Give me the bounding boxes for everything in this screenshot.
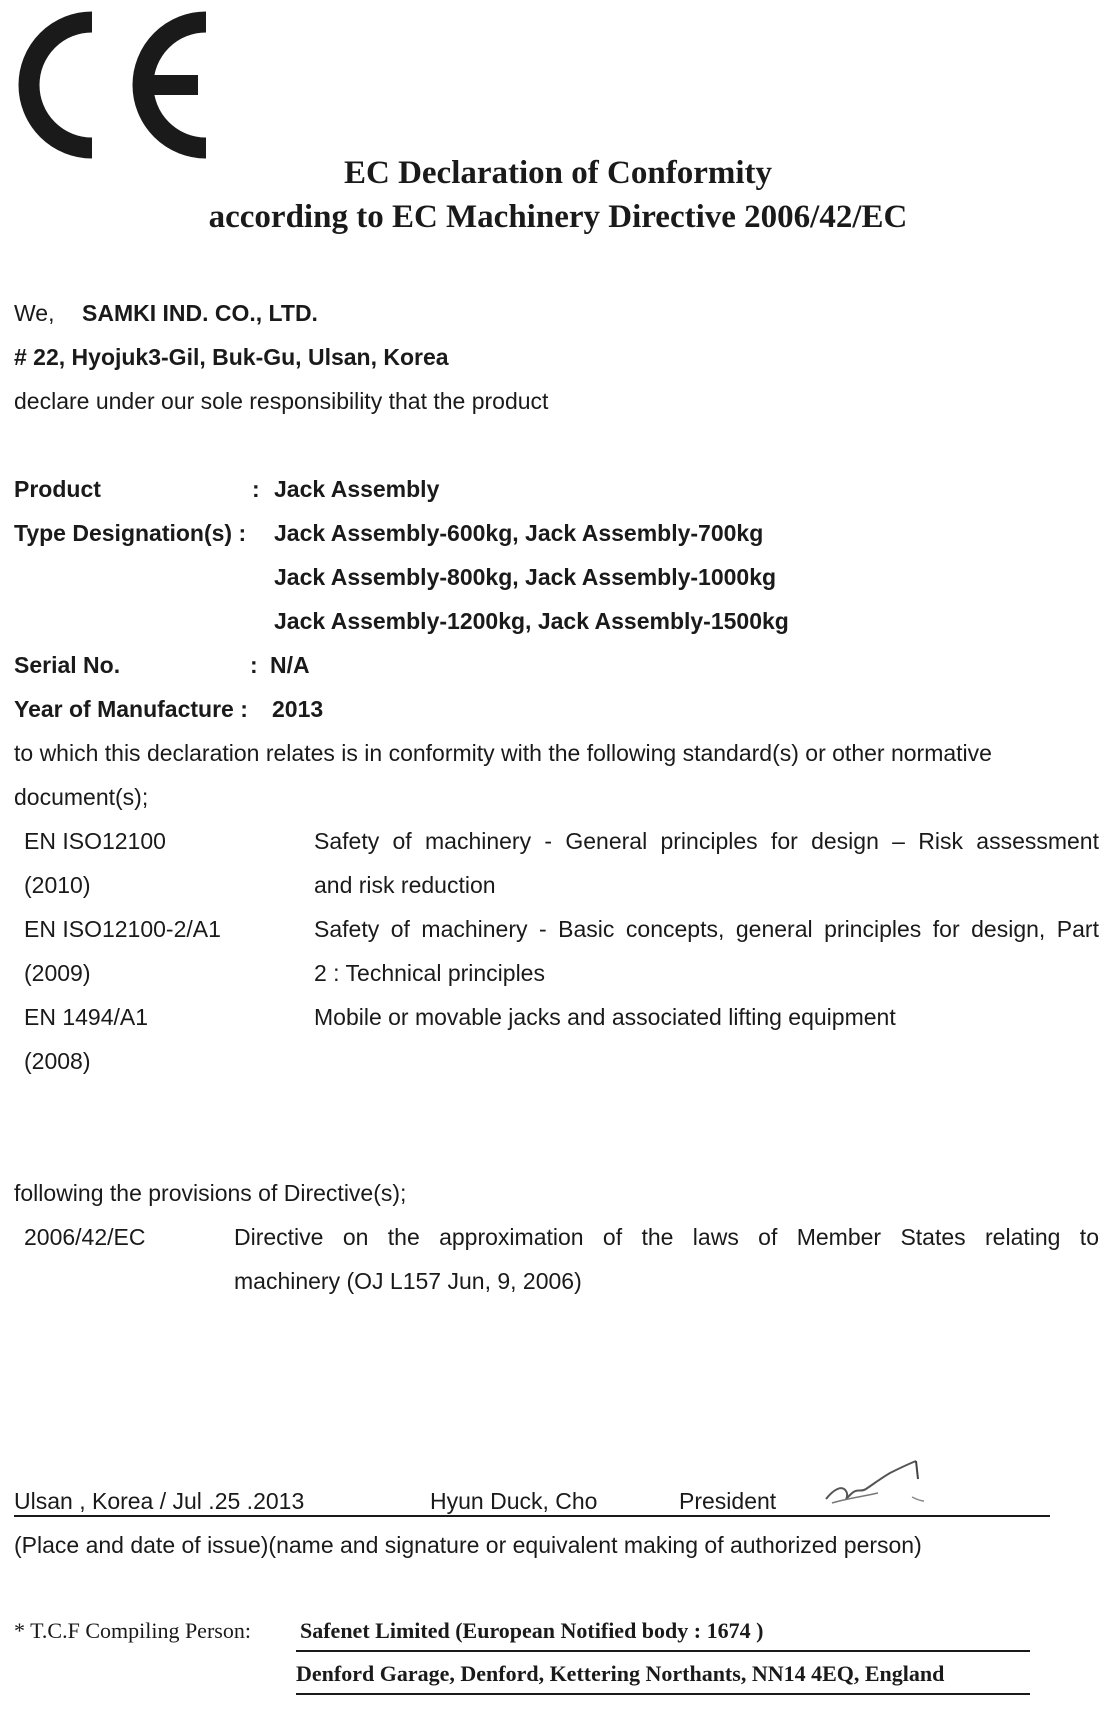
declaration-statement: declare under our sole responsibility that the product <box>14 388 549 414</box>
tcf-label: * T.C.F Compiling Person: <box>14 1618 251 1643</box>
product-label: Product <box>14 476 101 502</box>
standard-description: Safety of machinery - General principles for design – Risk assessment <box>314 828 1099 854</box>
handwritten-signature <box>820 1455 930 1515</box>
tcf-line-1 <box>296 1650 1030 1652</box>
standard-description: Safety of machinery - Basic concepts, general principles for design, Part <box>314 916 1099 942</box>
signature-line <box>14 1515 1050 1517</box>
directive-description: Directive on the approximation of the laws of Member States relating to <box>234 1224 1099 1250</box>
document-title: EC Declaration of Conformity <box>343 155 772 191</box>
signature-caption: (Place and date of issue)(name and signature or equivalent making of authorized person) <box>14 1532 922 1558</box>
signatory-name: Hyun Duck, Cho <box>430 1488 598 1514</box>
document-subtitle: according to EC Machinery Directive 2006/42/EC <box>208 199 908 235</box>
standard-code: EN ISO12100 <box>24 828 166 854</box>
tcf-notified-body: Safenet Limited (European Notified body : 1674 ) <box>300 1618 764 1643</box>
standard-code: EN ISO12100-2/A1 <box>24 916 221 942</box>
company-name: SAMKI IND. CO., LTD. <box>82 300 318 326</box>
type-designation-value: Jack Assembly-600kg, Jack Assembly-700kg <box>274 520 764 546</box>
year-label: Year of Manufacture : <box>14 696 248 722</box>
standard-description-cont: and risk reduction <box>314 872 496 898</box>
tcf-address: Denford Garage, Denford, Kettering Northants, NN14 4EQ, England <box>296 1661 945 1686</box>
directives-intro: following the provisions of Directive(s); <box>14 1180 407 1206</box>
standard-year: (2009) <box>24 960 91 986</box>
serial-separator: : <box>250 652 258 678</box>
standard-year: (2008) <box>24 1048 91 1074</box>
standard-code: EN 1494/A1 <box>24 1004 149 1030</box>
conformity-statement-cont: document(s); <box>14 784 149 810</box>
type-designation-value: Jack Assembly-1200kg, Jack Assembly-1500kg <box>274 608 789 634</box>
directive-code: 2006/42/EC <box>24 1224 146 1250</box>
product-value: Jack Assembly <box>274 476 440 502</box>
year-value: 2013 <box>272 696 324 722</box>
ce-mark-logo <box>14 10 214 160</box>
signatory-title: President <box>679 1488 777 1514</box>
standard-description-cont: 2 : Technical principles <box>314 960 545 986</box>
serial-label: Serial No. <box>14 652 121 678</box>
type-designation-value: Jack Assembly-800kg, Jack Assembly-1000kg <box>274 564 777 590</box>
we-label: We, <box>14 300 55 326</box>
conformity-statement: to which this declaration relates is in conformity with the following standard(s) or other normative <box>14 740 992 766</box>
standard-description: Mobile or movable jacks and associated lifting equipment <box>314 1004 896 1030</box>
serial-value: N/A <box>270 652 310 678</box>
tcf-line-2 <box>296 1693 1030 1695</box>
directive-description-cont: machinery (OJ L157 Jun, 9, 2006) <box>234 1268 582 1294</box>
place-date: Ulsan , Korea / Jul .25 .2013 <box>14 1488 305 1514</box>
company-address: # 22, Hyojuk3-Gil, Buk-Gu, Ulsan, Korea <box>14 344 449 370</box>
standard-year: (2010) <box>24 872 91 898</box>
type-designation-label: Type Designation(s) : <box>14 520 247 546</box>
product-separator: : <box>252 476 260 502</box>
